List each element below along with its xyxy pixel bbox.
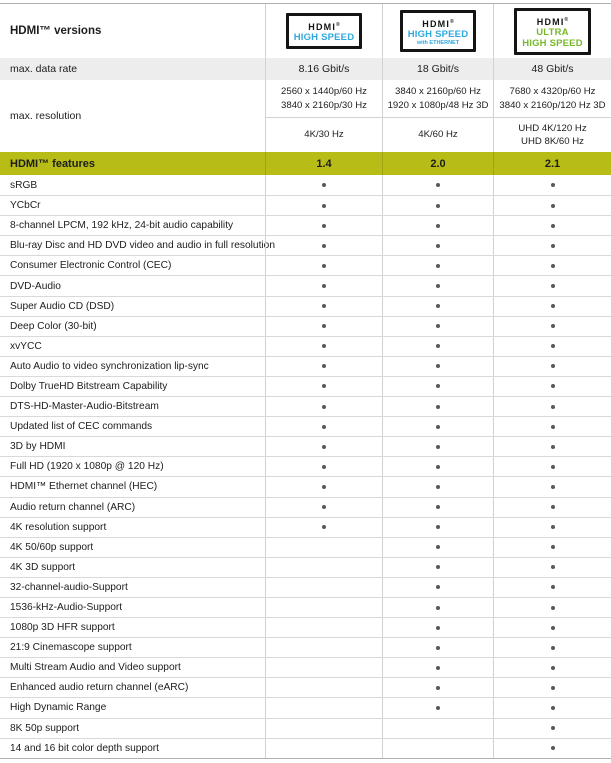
- resolution-native-row: [265, 80, 611, 117]
- feature-row: [0, 577, 611, 597]
- support-dot: [551, 646, 555, 650]
- hdmi-logo: HDMI®: [422, 19, 454, 29]
- feature-support-cell: [382, 719, 493, 738]
- resolution-label: max. resolution: [10, 110, 82, 122]
- feature-support-cell: [265, 658, 382, 677]
- badge-speed-label: ULTRA: [536, 26, 569, 38]
- feature-label: 8-channel LPCM, 192 kHz, 24-bit audio capability: [10, 220, 234, 232]
- feature-support-cell: [493, 196, 611, 215]
- feature-label: 1536-kHz-Audio-Support: [10, 602, 123, 614]
- support-dot: [322, 204, 326, 208]
- support-dot: [322, 264, 326, 268]
- support-dot: [436, 204, 440, 208]
- badge-speed-label: HIGH SPEED: [407, 29, 469, 40]
- features-header-row: [0, 152, 611, 175]
- feature-support-cell: [265, 216, 382, 235]
- support-dot: [436, 525, 440, 529]
- support-dot: [322, 324, 326, 328]
- feature-support-cell: [382, 538, 493, 557]
- support-dot: [436, 324, 440, 328]
- support-dot: [436, 686, 440, 690]
- support-dot: [322, 364, 326, 368]
- support-dot: [322, 485, 326, 489]
- feature-row: [0, 255, 611, 275]
- feature-support-cell: [493, 678, 611, 697]
- feature-support-cell: [265, 498, 382, 517]
- support-dot: [551, 545, 555, 549]
- support-dot: [551, 606, 555, 610]
- feature-label: 32-channel-audio-Support: [10, 581, 128, 593]
- feature-support-cell: [265, 357, 382, 376]
- resolution-cell: [493, 80, 611, 117]
- resolution-line: 1920 x 1080p/48 Hz 3D: [387, 99, 489, 111]
- support-dot: [551, 686, 555, 690]
- feature-row: [0, 557, 611, 577]
- support-dot: [551, 284, 555, 288]
- support-dot: [436, 384, 440, 388]
- feature-row: [0, 396, 611, 416]
- support-dot: [436, 646, 440, 650]
- data-rate-row: [0, 58, 611, 80]
- support-dot: [322, 344, 326, 348]
- feature-support-cell: [493, 216, 611, 235]
- feature-support-cell: [493, 739, 611, 758]
- feature-support-cell: [265, 397, 382, 416]
- feature-support-cell: [265, 256, 382, 275]
- support-dot: [322, 384, 326, 388]
- feature-support-cell: [493, 317, 611, 336]
- feature-label: YCbCr: [10, 200, 41, 212]
- badge-cell-3: [493, 4, 611, 58]
- feature-row: [0, 195, 611, 215]
- feature-support-cell: [382, 377, 493, 396]
- feature-row: [0, 597, 611, 617]
- support-dot: [551, 666, 555, 670]
- feature-label: High Dynamic Range: [10, 702, 107, 714]
- feature-support-cell: [382, 558, 493, 577]
- support-dot: [436, 565, 440, 569]
- versions-header-row: [0, 4, 611, 58]
- feature-label: 14 and 16 bit color depth support: [10, 742, 159, 754]
- feature-support-cell: [382, 457, 493, 476]
- feature-support-cell: [382, 317, 493, 336]
- feature-row: [0, 697, 611, 717]
- feature-label: Blu-ray Disc and HD DVD video and audio in full resolution: [10, 240, 276, 252]
- feature-label: Multi Stream Audio and Video support: [10, 662, 181, 674]
- support-dot: [551, 244, 555, 248]
- feature-label: xvYCC: [10, 340, 42, 352]
- feature-support-cell: [265, 598, 382, 617]
- feature-support-cell: [493, 618, 611, 637]
- feature-support-cell: [382, 175, 493, 195]
- support-dot: [436, 585, 440, 589]
- support-dot: [551, 324, 555, 328]
- support-dot: [322, 244, 326, 248]
- feature-support-cell: [265, 477, 382, 496]
- hdmi-comparison-table: [0, 3, 611, 759]
- feature-support-cell: [382, 739, 493, 758]
- versions-label: HDMI™ versions: [10, 25, 102, 37]
- feature-support-cell: [493, 638, 611, 657]
- feature-row: [0, 677, 611, 697]
- feature-row: [0, 175, 611, 195]
- support-dot: [436, 344, 440, 348]
- feature-row: [0, 617, 611, 637]
- feature-support-cell: [382, 236, 493, 255]
- feature-row: [0, 376, 611, 396]
- feature-label: HDMI™ Ethernet channel (HEC): [10, 481, 158, 493]
- badge-cell-2: [382, 4, 493, 58]
- hdmi-high-speed-ethernet-badge: [400, 10, 477, 52]
- feature-label: DTS-HD-Master-Audio-Bitstream: [10, 401, 159, 413]
- support-dot: [436, 485, 440, 489]
- feature-support-cell: [265, 558, 382, 577]
- support-dot: [551, 224, 555, 228]
- feature-support-cell: [493, 719, 611, 738]
- feature-row: [0, 416, 611, 436]
- badge-cell-1: [265, 4, 382, 58]
- feature-support-cell: [493, 658, 611, 677]
- feature-support-cell: [493, 698, 611, 717]
- feature-label: Consumer Electronic Control (CEC): [10, 260, 172, 272]
- registered-mark: ®: [336, 22, 340, 28]
- feature-row: [0, 275, 611, 295]
- feature-support-cell: [265, 236, 382, 255]
- hdmi-logo: HDMI®: [308, 22, 340, 32]
- version-value-1: 1.4: [265, 152, 382, 175]
- feature-support-cell: [493, 518, 611, 537]
- feature-support-cell: [265, 297, 382, 316]
- feature-label: Audio return channel (ARC): [10, 501, 136, 513]
- data-rate-value-2: 18 Gbit/s: [382, 58, 493, 80]
- resolution-line: 4K/60 Hz: [418, 129, 458, 141]
- feature-row: [0, 215, 611, 235]
- feature-support-cell: [382, 598, 493, 617]
- feature-label: 8K 50p support: [10, 722, 80, 734]
- feature-support-cell: [265, 739, 382, 758]
- resolution-cell: [493, 118, 611, 152]
- feature-row: [0, 657, 611, 677]
- support-dot: [436, 505, 440, 509]
- feature-support-cell: [265, 698, 382, 717]
- feature-row: [0, 296, 611, 316]
- support-dot: [436, 706, 440, 710]
- feature-support-cell: [265, 437, 382, 456]
- resolution-line: 3840 x 2160p/30 Hz: [281, 99, 367, 111]
- feature-support-cell: [265, 417, 382, 436]
- feature-support-cell: [382, 276, 493, 295]
- feature-label: Deep Color (30-bit): [10, 320, 97, 332]
- feature-support-cell: [382, 357, 493, 376]
- resolution-cell: [382, 118, 493, 152]
- feature-support-cell: [382, 698, 493, 717]
- feature-support-cell: [382, 477, 493, 496]
- support-dot: [551, 505, 555, 509]
- support-dot: [551, 304, 555, 308]
- feature-row: [0, 356, 611, 376]
- badge-speed-label: HIGH SPEED: [522, 37, 583, 49]
- support-dot: [322, 505, 326, 509]
- feature-support-cell: [265, 719, 382, 738]
- data-rate-value-1: 8.16 Gbit/s: [265, 58, 382, 80]
- feature-label: Dolby TrueHD Bitstream Capability: [10, 380, 168, 392]
- feature-support-cell: [382, 397, 493, 416]
- support-dot: [551, 405, 555, 409]
- resolution-cell: [265, 80, 382, 117]
- feature-support-cell: [265, 317, 382, 336]
- support-dot: [322, 425, 326, 429]
- support-dot: [436, 405, 440, 409]
- feature-support-cell: [265, 578, 382, 597]
- feature-support-cell: [265, 678, 382, 697]
- support-dot: [322, 304, 326, 308]
- feature-support-cell: [382, 216, 493, 235]
- feature-row: [0, 316, 611, 336]
- feature-support-cell: [493, 578, 611, 597]
- feature-label: sRGB: [10, 179, 38, 191]
- feature-row: [0, 497, 611, 517]
- feature-label: DVD-Audio: [10, 280, 61, 292]
- feature-support-cell: [493, 538, 611, 557]
- feature-support-cell: [493, 417, 611, 436]
- feature-support-cell: [265, 638, 382, 657]
- resolution-line: 2560 x 1440p/60 Hz: [281, 86, 367, 97]
- support-dot: [551, 585, 555, 589]
- feature-label: Auto Audio to video synchronization lip-sync: [10, 360, 209, 372]
- feature-support-cell: [265, 337, 382, 356]
- feature-support-cell: [382, 518, 493, 537]
- support-dot: [436, 626, 440, 630]
- support-dot: [436, 465, 440, 469]
- feature-support-cell: [493, 256, 611, 275]
- support-dot: [436, 304, 440, 308]
- feature-row: [0, 456, 611, 476]
- support-dot: [436, 264, 440, 268]
- support-dot: [551, 264, 555, 268]
- support-dot: [551, 626, 555, 630]
- feature-support-cell: [382, 196, 493, 215]
- data-rate-value-3: 48 Gbit/s: [493, 58, 611, 80]
- support-dot: [436, 445, 440, 449]
- version-value-3: 2.1: [493, 152, 611, 175]
- feature-row: [0, 718, 611, 738]
- feature-support-cell: [265, 377, 382, 396]
- support-dot: [436, 284, 440, 288]
- feature-row: [0, 738, 611, 758]
- feature-label: Enhanced audio return channel (eARC): [10, 682, 189, 694]
- support-dot: [551, 726, 555, 730]
- badge-speed-label: HIGH SPEED: [293, 32, 355, 43]
- feature-support-cell: [493, 498, 611, 517]
- feature-row: [0, 476, 611, 496]
- support-dot: [551, 204, 555, 208]
- resolution-cell: [265, 118, 382, 152]
- feature-support-cell: [382, 256, 493, 275]
- support-dot: [322, 465, 326, 469]
- support-dot: [436, 244, 440, 248]
- resolution-line: 3840 x 2160p/120 Hz 3D: [499, 99, 606, 111]
- support-dot: [436, 364, 440, 368]
- feature-support-cell: [493, 558, 611, 577]
- support-dot: [551, 746, 555, 750]
- support-dot: [322, 284, 326, 288]
- resolution-line: UHD 8K/60 Hz: [521, 136, 584, 147]
- support-dot: [322, 405, 326, 409]
- support-dot: [551, 706, 555, 710]
- feature-support-cell: [382, 498, 493, 517]
- feature-row: [0, 517, 611, 537]
- feature-row: [0, 436, 611, 456]
- feature-support-cell: [493, 236, 611, 255]
- support-dot: [436, 425, 440, 429]
- feature-label: Super Audio CD (DSD): [10, 300, 115, 312]
- feature-support-cell: [265, 618, 382, 637]
- support-dot: [551, 183, 555, 187]
- registered-mark: ®: [450, 19, 454, 25]
- feature-support-cell: [493, 297, 611, 316]
- feature-support-cell: [382, 437, 493, 456]
- feature-label: Updated list of CEC commands: [10, 421, 153, 433]
- support-dot: [551, 485, 555, 489]
- feature-row: [0, 235, 611, 255]
- version-value-2: 2.0: [382, 152, 493, 175]
- feature-support-cell: [265, 538, 382, 557]
- feature-support-cell: [382, 297, 493, 316]
- feature-support-cell: [382, 618, 493, 637]
- support-dot: [322, 183, 326, 187]
- support-dot: [551, 525, 555, 529]
- feature-label: 4K resolution support: [10, 521, 107, 533]
- support-dot: [551, 465, 555, 469]
- feature-support-cell: [493, 276, 611, 295]
- support-dot: [322, 224, 326, 228]
- support-dot: [322, 525, 326, 529]
- resolution-cell: [382, 80, 493, 117]
- resolution-line: UHD 4K/120 Hz: [518, 122, 587, 134]
- support-dot: [551, 364, 555, 368]
- feature-label: 21:9 Cinemascope support: [10, 642, 132, 654]
- feature-row: [0, 637, 611, 657]
- feature-support-cell: [265, 457, 382, 476]
- resolution-line: 4K/30 Hz: [304, 129, 344, 141]
- feature-support-cell: [493, 397, 611, 416]
- resolution-block: [0, 80, 611, 152]
- support-dot: [436, 545, 440, 549]
- support-dot: [551, 565, 555, 569]
- resolution-line: 3840 x 2160p/60 Hz: [395, 86, 481, 97]
- feature-support-cell: [382, 638, 493, 657]
- data-rate-label: max. data rate: [10, 63, 78, 75]
- feature-support-cell: [265, 276, 382, 295]
- support-dot: [436, 183, 440, 187]
- feature-support-cell: [493, 175, 611, 195]
- feature-support-cell: [493, 477, 611, 496]
- feature-support-cell: [493, 377, 611, 396]
- features-label: HDMI™ features: [10, 157, 95, 170]
- support-dot: [436, 224, 440, 228]
- feature-row: [0, 336, 611, 356]
- resolution-line: 7680 x 4320p/60 Hz: [509, 86, 596, 97]
- feature-support-cell: [382, 578, 493, 597]
- feature-label: Full HD (1920 x 1080p @ 120 Hz): [10, 461, 164, 473]
- feature-support-cell: [382, 658, 493, 677]
- feature-support-cell: [493, 357, 611, 376]
- support-dot: [551, 425, 555, 429]
- hdmi-logo: HDMI®: [536, 16, 569, 27]
- hdmi-ultra-high-speed-badge: [514, 8, 591, 55]
- feature-label: 4K 3D support: [10, 561, 76, 573]
- feature-support-cell: [265, 175, 382, 195]
- support-dot: [436, 606, 440, 610]
- hdmi-high-speed-badge: [286, 13, 363, 49]
- feature-label: 3D by HDMI: [10, 441, 66, 453]
- support-dot: [436, 666, 440, 670]
- resolution-shorthand-row: [265, 117, 611, 152]
- feature-support-cell: [382, 417, 493, 436]
- feature-support-cell: [265, 196, 382, 215]
- badge-ethernet-label: with ETHERNET: [416, 40, 460, 46]
- feature-label: 4K 50/60p support: [10, 541, 94, 553]
- feature-row: [0, 537, 611, 557]
- support-dot: [551, 445, 555, 449]
- feature-support-cell: [382, 337, 493, 356]
- support-dot: [551, 384, 555, 388]
- feature-support-cell: [493, 598, 611, 617]
- registered-mark: ®: [564, 16, 569, 23]
- support-dot: [322, 445, 326, 449]
- feature-rows: [0, 175, 611, 758]
- feature-support-cell: [493, 337, 611, 356]
- support-dot: [551, 344, 555, 348]
- feature-support-cell: [493, 437, 611, 456]
- feature-support-cell: [265, 518, 382, 537]
- feature-support-cell: [382, 678, 493, 697]
- feature-support-cell: [493, 457, 611, 476]
- feature-label: 1080p 3D HFR support: [10, 622, 115, 634]
